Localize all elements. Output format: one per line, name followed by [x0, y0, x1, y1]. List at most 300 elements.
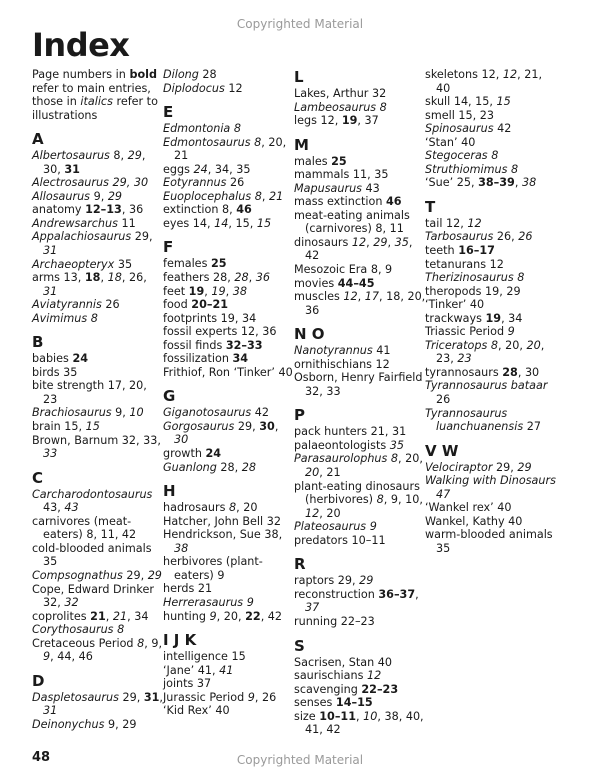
index-entry-segment: Jurassic Period [163, 690, 248, 704]
index-entry-segment: 36 [255, 271, 270, 285]
index-entry-segment: 29 [147, 568, 162, 582]
index-entry-segment: , 23, [436, 338, 545, 366]
index-entry [163, 677, 295, 691]
index-entry-segment: Cretaceous Period [32, 636, 138, 650]
index-entry-segment: 29 [107, 189, 123, 203]
index-entry-segment: Mapusaurus [294, 181, 362, 195]
index-entry [425, 285, 557, 299]
section-letter: S [294, 636, 305, 655]
index-entry [425, 325, 557, 339]
index-entry [163, 339, 295, 353]
index-entry-segment: 28 [502, 365, 518, 379]
index-entry-segment: Cope, Edward Drinker 32, [32, 582, 154, 610]
index-entry-segment: 29, [122, 568, 148, 582]
index-entry [32, 434, 164, 461]
index-entry [163, 122, 295, 136]
index-entry [425, 339, 557, 366]
index-entry [32, 366, 164, 380]
index-entry [163, 68, 295, 82]
index-column-1 [32, 68, 164, 731]
index-entry [163, 420, 295, 447]
index-entry-segment: 23 [457, 352, 472, 366]
index-entry [163, 366, 295, 380]
index-entry-segment: Tyrannosaurus bataar [425, 379, 548, 393]
index-entry [294, 588, 426, 615]
index-entry [32, 190, 164, 204]
index-entry-segment: 8, [109, 149, 128, 163]
index-entry-segment: 8 [254, 189, 262, 203]
index-entry-segment: 8 [137, 636, 145, 650]
index-entry [163, 312, 295, 326]
index-entry-segment: Mesozoic Era 8, 9 [294, 263, 393, 277]
index-entry-segment: 38 [521, 176, 537, 190]
index-entry-segment: females [163, 257, 211, 271]
section-letter: E [163, 103, 174, 122]
index-entry-segment: growth [163, 447, 206, 461]
index-entry [294, 452, 426, 479]
section-letter: M [294, 135, 309, 154]
index-entry-segment: , [357, 290, 365, 304]
index-entry-segment: Parasaurolophus [294, 452, 388, 466]
index-entry-segment: Edmontosaurus [163, 135, 251, 149]
index-entry-segment: 21 [268, 189, 284, 203]
index-entry [163, 176, 295, 190]
index-entry-segment: , 20, [216, 609, 246, 623]
index-entry [294, 236, 426, 263]
index-entry-segment: 12 [224, 81, 243, 95]
index-column-4 [425, 68, 557, 556]
index-entry-segment: 34 [232, 352, 249, 366]
index-entry [32, 610, 164, 624]
index-entry [425, 68, 557, 95]
index-entry [163, 610, 295, 624]
index-entry-segment: Osborn, Henry Fairfield 32, 33 [294, 371, 423, 398]
index-entry-segment: ‘Wankel rex’ 40 [425, 501, 512, 515]
index-entry-segment: 11 [117, 216, 136, 230]
index-entry [163, 596, 295, 610]
index-entry-segment: , [514, 176, 522, 190]
index-entry [425, 258, 557, 272]
intro-bold: bold [129, 68, 157, 81]
index-entry [294, 371, 426, 398]
index-entry [425, 501, 557, 515]
index-entry [294, 263, 426, 277]
index-entry [32, 271, 164, 298]
index-entry [294, 669, 426, 683]
index-entry-segment: Walking with Dinosaurs [425, 474, 556, 488]
section-letter: P [294, 406, 305, 425]
index-entry [294, 615, 426, 629]
index-entry-segment: Stegoceras [425, 149, 488, 163]
intro-text: refer to main entries, those in [32, 81, 151, 109]
index-entry [425, 109, 557, 123]
index-entry [163, 217, 295, 231]
index-entry-segment: , [387, 235, 395, 249]
index-entry [32, 691, 164, 718]
index-entry-segment: Aviatyrannis [32, 298, 102, 312]
index-entry-segment: saurischians [294, 669, 367, 683]
index-entry [32, 203, 164, 217]
index-entry-segment: coprolites [32, 609, 91, 623]
index-entry-segment: Tarbosaurus [425, 230, 494, 244]
index-entry-segment: , 34 [501, 311, 523, 325]
section-letter: A [32, 130, 44, 149]
index-entry [32, 718, 164, 732]
index-entry [32, 312, 164, 326]
section-letter: C [32, 468, 44, 487]
index-entry-segment: Albertosaurus [32, 149, 110, 163]
index-entry-segment: 26 [436, 393, 451, 407]
index-entry [425, 271, 557, 285]
index-entry-segment: 18 [107, 271, 122, 285]
section-letter: B [32, 333, 44, 352]
index-entry-segment: fossil experts 12, 36 [163, 325, 277, 339]
index-entry-segment: 12 [467, 216, 482, 230]
index-entry-segment: fossilization [163, 352, 233, 366]
index-entry [32, 258, 164, 272]
index-entry-segment: teeth [425, 244, 459, 258]
index-entry-segment: tyrannosaurs [425, 365, 503, 379]
index-entry-segment: 9 [43, 650, 51, 664]
index-entry-segment: 44–45 [337, 276, 375, 290]
index-entry-segment: 31 [43, 244, 58, 258]
index-entry [425, 176, 557, 190]
index-entry-segment: 28, [216, 460, 242, 474]
index-entry-segment: 33 [43, 447, 58, 461]
index-entry-segment: 32 [64, 596, 79, 610]
index-entry-segment: Allosaurus [32, 189, 91, 203]
index-entry [294, 358, 426, 372]
index-entry-segment: 19 [485, 311, 502, 325]
index-entry-segment: Gorgosaurus [163, 419, 235, 433]
section-letter: D [32, 671, 45, 690]
index-entry-segment: 8 [379, 100, 387, 114]
index-entry [163, 325, 295, 339]
index-entry-segment: 19 [188, 284, 205, 298]
index-entry [32, 623, 164, 637]
index-entry [294, 656, 426, 670]
index-entry-segment: hunting [163, 609, 210, 623]
index-entry-segment: , 20 [319, 506, 341, 520]
index-entry [294, 344, 426, 358]
index-entry [425, 461, 557, 475]
section-letter: R [294, 555, 306, 574]
index-entry-segment: 12 [367, 669, 382, 683]
index-entry-segment: skull 14, 15, [425, 95, 497, 109]
index-entry-segment: herbivores (plant-eaters) 9 [163, 555, 263, 582]
index-entry [425, 474, 557, 501]
index-entry [425, 95, 557, 109]
index-entry-segment: scavenging [294, 682, 362, 696]
index-entry-segment: 35 [389, 438, 404, 452]
index-entry-segment: 46 [236, 203, 252, 217]
index-entry-segment: Dilong [163, 68, 199, 81]
index-entry-segment: 12 [343, 290, 358, 304]
index-entry-segment: Corythosaurus [32, 623, 114, 637]
section-letter: L [294, 68, 304, 86]
index-entry-segment: movies [294, 276, 338, 290]
intro-italic: italics [80, 95, 113, 109]
index-entry-segment: 43, [43, 501, 65, 515]
index-entry [294, 209, 426, 236]
index-entry [163, 555, 295, 582]
index-entry-segment: Daspletosaurus [32, 690, 119, 704]
index-entry-segment: 9 [209, 609, 217, 623]
index-entry-segment: 22–23 [361, 682, 399, 696]
intro-text: Page numbers in [32, 68, 130, 81]
index-entry-segment: 30 [174, 433, 189, 447]
index-entry-segment: 24 [72, 352, 89, 366]
index-entry-segment: Brachiosaurus [32, 406, 112, 420]
index-entry [163, 257, 295, 271]
index-entry-segment: 26 [101, 298, 120, 312]
index-entry-segment: ‘Kid Rex’ 40 [163, 704, 230, 718]
index-entry-segment: , [159, 690, 163, 704]
index-entry-segment: 21 [90, 609, 106, 623]
index-entry [425, 163, 557, 177]
index-entry-segment: 8 [117, 623, 125, 637]
index-entry-segment: , [274, 419, 279, 433]
index-entry-segment: Guanlong [163, 460, 217, 474]
page-title: Index [32, 26, 130, 64]
index-entry-segment: 8 [254, 135, 262, 149]
index-entry-segment: , 36 [121, 203, 144, 217]
index-entry-segment: bite strength 17, 20, 23 [32, 379, 147, 406]
index-entry-segment: brain 15, [32, 420, 86, 434]
index-entry-segment: 31 [43, 284, 58, 298]
index-entry [425, 528, 557, 555]
index-entry-segment: smell 15, 23 [425, 108, 494, 122]
index-entry [294, 155, 426, 169]
index-entry-segment: carnivores (meat-eaters) 8, 11, 42 [32, 514, 137, 542]
index-entry [163, 515, 295, 529]
index-entry-segment: 12–13 [85, 203, 122, 217]
index-entry-segment: eyes 14, [163, 216, 215, 230]
index-entry-segment: Diplodocus [163, 81, 225, 95]
index-entry-segment: extinction 8, [163, 203, 237, 217]
index-entry-segment: tail 12, [425, 216, 468, 230]
index-entry-segment: , 15, [228, 216, 257, 230]
page-number: 48 [32, 750, 51, 765]
index-entry [425, 136, 557, 150]
index-entry [294, 520, 426, 534]
index-entry-segment: 31 [143, 690, 160, 704]
index-entry-segment: 17 [364, 290, 379, 304]
index-entry-segment: 9, 29 [104, 717, 137, 731]
index-entry-segment: dinosaurs [294, 235, 352, 249]
index-entry [425, 366, 557, 380]
index-entry-segment: running 22–23 [294, 614, 375, 628]
index-entry-segment: , 20 [236, 501, 258, 515]
index-entry-segment: 37 [305, 601, 320, 615]
index-entry-segment: 26 [518, 230, 533, 244]
index-entry-segment: 15 [85, 420, 100, 434]
index-entry [163, 163, 295, 177]
index-column-3 [294, 68, 426, 737]
index-entry-segment: , 26 [254, 690, 277, 704]
index-entry [294, 425, 426, 439]
index-entry-segment: 29, [492, 460, 518, 474]
index-entry-segment: 14 [214, 216, 229, 230]
index-entry-segment: 19 [341, 114, 358, 128]
index-entry-segment: reconstruction [294, 587, 379, 601]
index-entry-segment: , [248, 271, 256, 285]
index-entry-segment: Plateosaurus [294, 520, 367, 534]
index-entry-segment: feet [163, 284, 189, 298]
index-entry-segment: Wankel, Kathy 40 [425, 514, 523, 528]
index-entry [163, 501, 295, 515]
index-entry-segment: , [261, 189, 269, 203]
index-entry [32, 420, 164, 434]
index-entry-segment: 31 [64, 162, 80, 176]
index-entry-segment: Carcharodontosaurus [32, 487, 153, 501]
index-entry [425, 217, 557, 231]
index-entry [294, 290, 426, 317]
index-entry [163, 285, 295, 299]
index-entry-segment: joints 37 [163, 677, 212, 691]
index-entry-segment: arms 13, [32, 271, 85, 285]
index-entry-segment: trackways [425, 311, 486, 325]
index-entry [425, 298, 557, 312]
index-entry-segment: 29, [234, 419, 260, 433]
index-entry [32, 406, 164, 420]
index-entry [32, 637, 164, 664]
index-entry-segment: hadrosaurs [163, 501, 230, 515]
index-entry-segment: ‘Sue’ 25, [425, 176, 479, 190]
index-entry [163, 82, 295, 96]
index-entry [425, 515, 557, 529]
section-letter: F [163, 238, 174, 257]
index-entry-segment: 29, [118, 690, 144, 704]
index-entry [425, 407, 557, 434]
index-entry-segment: feathers 28, [163, 271, 235, 285]
index-entry-segment: skeletons 12, [425, 68, 503, 81]
index-entry [294, 534, 426, 548]
index-entry-segment: 9, [111, 406, 130, 420]
index-entry-segment: Deinonychus [32, 717, 105, 731]
index-entry-segment: Avimimus [32, 311, 88, 325]
index-entry-segment: cold-blooded animals 35 [32, 541, 152, 569]
index-entry-segment: , [415, 587, 419, 601]
index-entry-segment: , 34 [127, 609, 149, 623]
index-entry-segment: Brown, Barnum 32, 33, [32, 433, 161, 447]
index-entry [163, 447, 295, 461]
index-entry [294, 114, 426, 128]
index-entry-segment: Compsognathus [32, 568, 123, 582]
index-entry [294, 574, 426, 588]
index-entry-segment: 8 [390, 452, 399, 466]
index-entry-segment: mass extinction [294, 195, 386, 209]
section-letter: T [425, 197, 436, 216]
index-entry-segment: , 18, 20, 36 [305, 290, 426, 317]
index-entry-segment: 9 [507, 325, 515, 339]
index-entry [163, 136, 295, 163]
index-entry-segment: 27 [523, 420, 541, 434]
index-entry-segment: Triassic Period [425, 325, 508, 339]
index-entry-segment: Velociraptor [425, 460, 493, 474]
index-entry [163, 352, 295, 366]
index-entry-segment: Lakes, Arthur 32 [294, 87, 387, 100]
section-letter: H [163, 482, 176, 501]
index-entry [163, 650, 295, 664]
index-entry-segment: Spinosaurus [425, 122, 494, 136]
index-entry [32, 542, 164, 569]
index-entry-segment: herds 21 [163, 582, 213, 596]
index-entry-segment: 28 [241, 460, 257, 474]
index-entry-segment: , 30, [43, 149, 146, 176]
index-entry-segment: 26 [226, 176, 245, 190]
index-entry [32, 217, 164, 231]
index-entry-segment: Giganotosaurus [163, 406, 252, 420]
index-entry-segment: 20–21 [191, 298, 229, 312]
index-entry-segment: , 44, 46 [50, 650, 93, 664]
index-entry [32, 515, 164, 542]
index-entry [294, 683, 426, 697]
index-entry-segment: Edmontonia [163, 122, 231, 136]
index-entry-segment: , [355, 709, 364, 723]
index-entry-segment: anatomy [32, 203, 86, 217]
watermark-top: Copyrighted Material [236, 17, 364, 31]
section-letter: G [163, 387, 176, 406]
index-entry-segment: , 42 [305, 235, 413, 263]
index-entry-segment: ornithischians 12 [294, 357, 390, 371]
index-entry-segment: Lambeosaurus [294, 100, 377, 114]
index-entry-segment: 42 [493, 122, 512, 136]
index-entry-segment: 28 [234, 271, 249, 285]
index-entry-segment: 8 [517, 271, 525, 285]
index-entry-segment: Andrewsarchus [32, 216, 118, 230]
index-entry [425, 230, 557, 244]
index-entry-segment: intelligence 15 [163, 650, 246, 664]
index-entry-segment: , 20, [498, 338, 527, 352]
index-entry-segment: 9 [246, 595, 254, 609]
index-entry-segment: 41 [219, 663, 234, 677]
section-letter: I J K [163, 631, 197, 650]
index-entry [294, 277, 426, 291]
index-entry-segment: 30 [259, 419, 275, 433]
index-entry [163, 190, 295, 204]
index-entry-segment: , 37 [357, 114, 379, 128]
index-entry [163, 704, 295, 718]
index-entry-segment: 29, [131, 230, 153, 244]
index-entry-segment: , [105, 609, 113, 623]
index-entry [294, 182, 426, 196]
index-entry-segment: eggs [163, 162, 194, 176]
index-entry-segment: , 9, [144, 636, 163, 650]
index-entry-segment: Eotyrannus [163, 176, 227, 190]
index-entry [32, 230, 164, 257]
index-entry-segment: Struthiomimus [425, 162, 508, 176]
index-entry-segment: Archaeopteryx [32, 257, 115, 271]
index-entry-segment: 24 [193, 162, 208, 176]
index-entry-segment: , [204, 284, 212, 298]
index-entry-segment: 38 [174, 541, 189, 555]
index-entry [32, 379, 164, 406]
index-entry-segment: 8 [491, 149, 499, 163]
index-entry-segment: 38–39 [478, 176, 515, 190]
index-entry-segment: raptors 29, [294, 574, 360, 588]
index-entry-segment: senses [294, 696, 336, 710]
index-entry [425, 149, 557, 163]
index-entry-segment: 29, 30 [112, 176, 149, 190]
index-entry-segment: 24 [205, 447, 222, 461]
index-entry-segment: 35 [114, 257, 133, 271]
index-entry-segment: 35 [394, 235, 409, 249]
index-entry-segment: 15 [256, 216, 272, 230]
index-entry-segment: , 42 [260, 609, 283, 623]
index-entry [294, 696, 426, 710]
index-entry [163, 691, 295, 705]
